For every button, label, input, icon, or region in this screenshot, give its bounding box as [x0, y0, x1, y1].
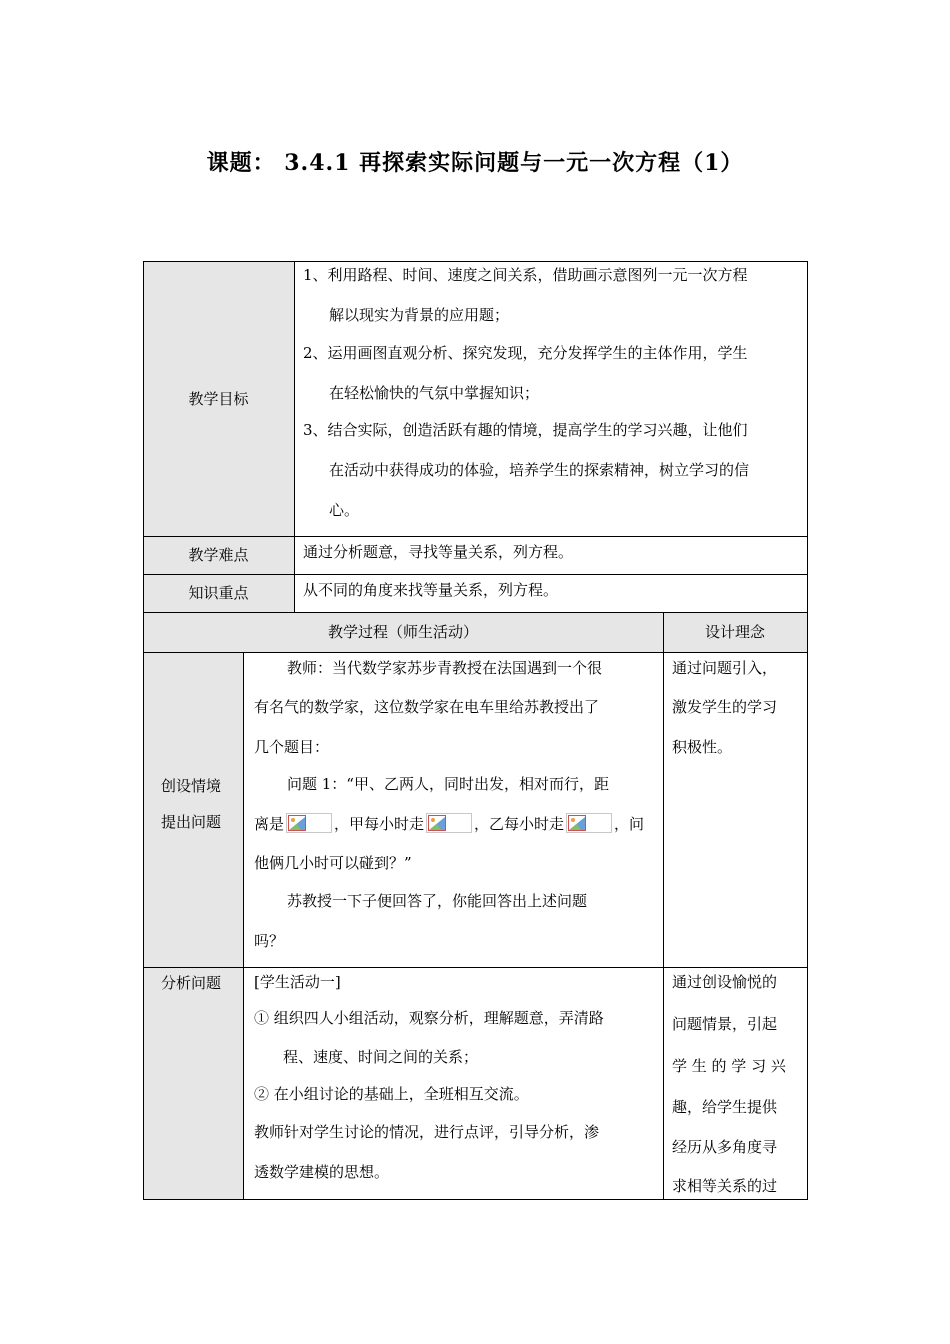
keypoint-label	[143, 574, 294, 612]
question-part-1: 离是	[254, 815, 285, 833]
goals-line-7: 心。	[329, 501, 360, 519]
analysis-line-6: 透数学建模的思想。	[254, 1163, 390, 1181]
scenario-line-3: 几个题目：	[254, 738, 330, 756]
difficulty-label	[143, 536, 294, 574]
goals-line-4: 在轻松愉快的气氛中掌握知识；	[329, 384, 540, 402]
goals-line-5: 3、结合实际，创造活跃有趣的情境，提高学生的学习兴趣，让他们	[303, 421, 748, 439]
analysis-design-line-6: 求相等关系的过	[672, 1177, 778, 1195]
goals-line-6: 在活动中获得成功的体验，培养学生的探索精神，树立学习的信	[329, 461, 750, 479]
goals-label	[143, 262, 294, 536]
scenario-line-5: 他俩几小时可以碰到？”	[254, 854, 412, 872]
analysis-design-line-3: 学 生 的 学 习 兴	[672, 1057, 786, 1075]
question-part-2: ，甲每小时走	[334, 815, 425, 833]
goals-line-1: 1、利用路程、时间、速度之间关系，借助画示意图列一元一次方程	[303, 266, 748, 284]
scenario-label-line-1: 创设情境	[161, 777, 222, 795]
scenario-line-1: 教师：当代数学家苏步青教授在法国遇到一个很	[287, 659, 603, 677]
scenario-design-line-2: 激发学生的学习	[672, 698, 778, 716]
scenario-line-4: 问题 1：“甲、乙两人，同时出发，相对而行，距	[287, 775, 609, 793]
broken-image-icon	[426, 813, 472, 833]
scenario-label-line-2: 提出问题	[161, 813, 222, 831]
goals-line-2: 解以现实为背景的应用题；	[329, 306, 510, 324]
keypoint-label-text: 知识重点	[188, 584, 249, 602]
difficulty-text: 通过分析题意，寻找等量关系，列方程。	[303, 543, 574, 561]
difficulty-label-text: 教学难点	[188, 546, 249, 564]
analysis-design-line-1: 通过创设愉悦的	[672, 973, 778, 991]
analysis-line-1: [学生活动一]	[254, 973, 341, 991]
goals-line-3: 2、运用画图直观分析、探究发现，充分发挥学生的主体作用，学生	[303, 344, 748, 362]
scenario-design-line-3: 积极性。	[672, 738, 733, 756]
analysis-line-4: ② 在小组讨论的基础上，全班相互交流。	[254, 1085, 529, 1103]
analysis-line-3: 程、速度、时间之间的关系；	[283, 1048, 479, 1066]
process-header-right	[663, 612, 807, 652]
process-header-left-text: 教学过程（师生活动）	[327, 623, 478, 641]
page-title: 课题： 3.4.1 再探索实际问题与一元一次方程（1）	[206, 150, 744, 176]
question-part-3: ，乙每小时走	[474, 815, 565, 833]
process-header-right-text: 设计理念	[704, 623, 765, 641]
analysis-line-2: ① 组织四人小组活动，观察分析，理解题意，弄清路	[254, 1009, 604, 1027]
analysis-label-text: 分析问题	[161, 974, 222, 992]
analysis-design-line-2: 问题情景，引起	[672, 1015, 778, 1033]
goals-label-text: 教学目标	[188, 390, 249, 408]
scenario-label	[143, 652, 243, 967]
question-line	[254, 813, 644, 834]
analysis-label	[143, 967, 243, 1200]
question-part-4: ，问	[614, 815, 645, 833]
analysis-design-line-4: 趣，给学生提供	[672, 1098, 778, 1116]
broken-image-icon	[566, 813, 612, 833]
scenario-line-2: 有名气的数学家，这位数学家在电车里给苏教授出了	[254, 698, 600, 716]
scenario-line-6: 苏教授一下子便回答了，你能回答出上述问题	[287, 892, 588, 910]
keypoint-text: 从不同的角度来找等量关系，列方程。	[303, 581, 559, 599]
scenario-design-line-1: 通过问题引入，	[672, 659, 778, 677]
analysis-design-line-5: 经历从多角度寻	[672, 1138, 778, 1156]
broken-image-icon	[286, 813, 332, 833]
analysis-line-5: 教师针对学生讨论的情况，进行点评，引导分析，渗	[254, 1123, 600, 1141]
process-header-left	[143, 612, 663, 652]
scenario-line-7: 吗？	[254, 932, 285, 950]
